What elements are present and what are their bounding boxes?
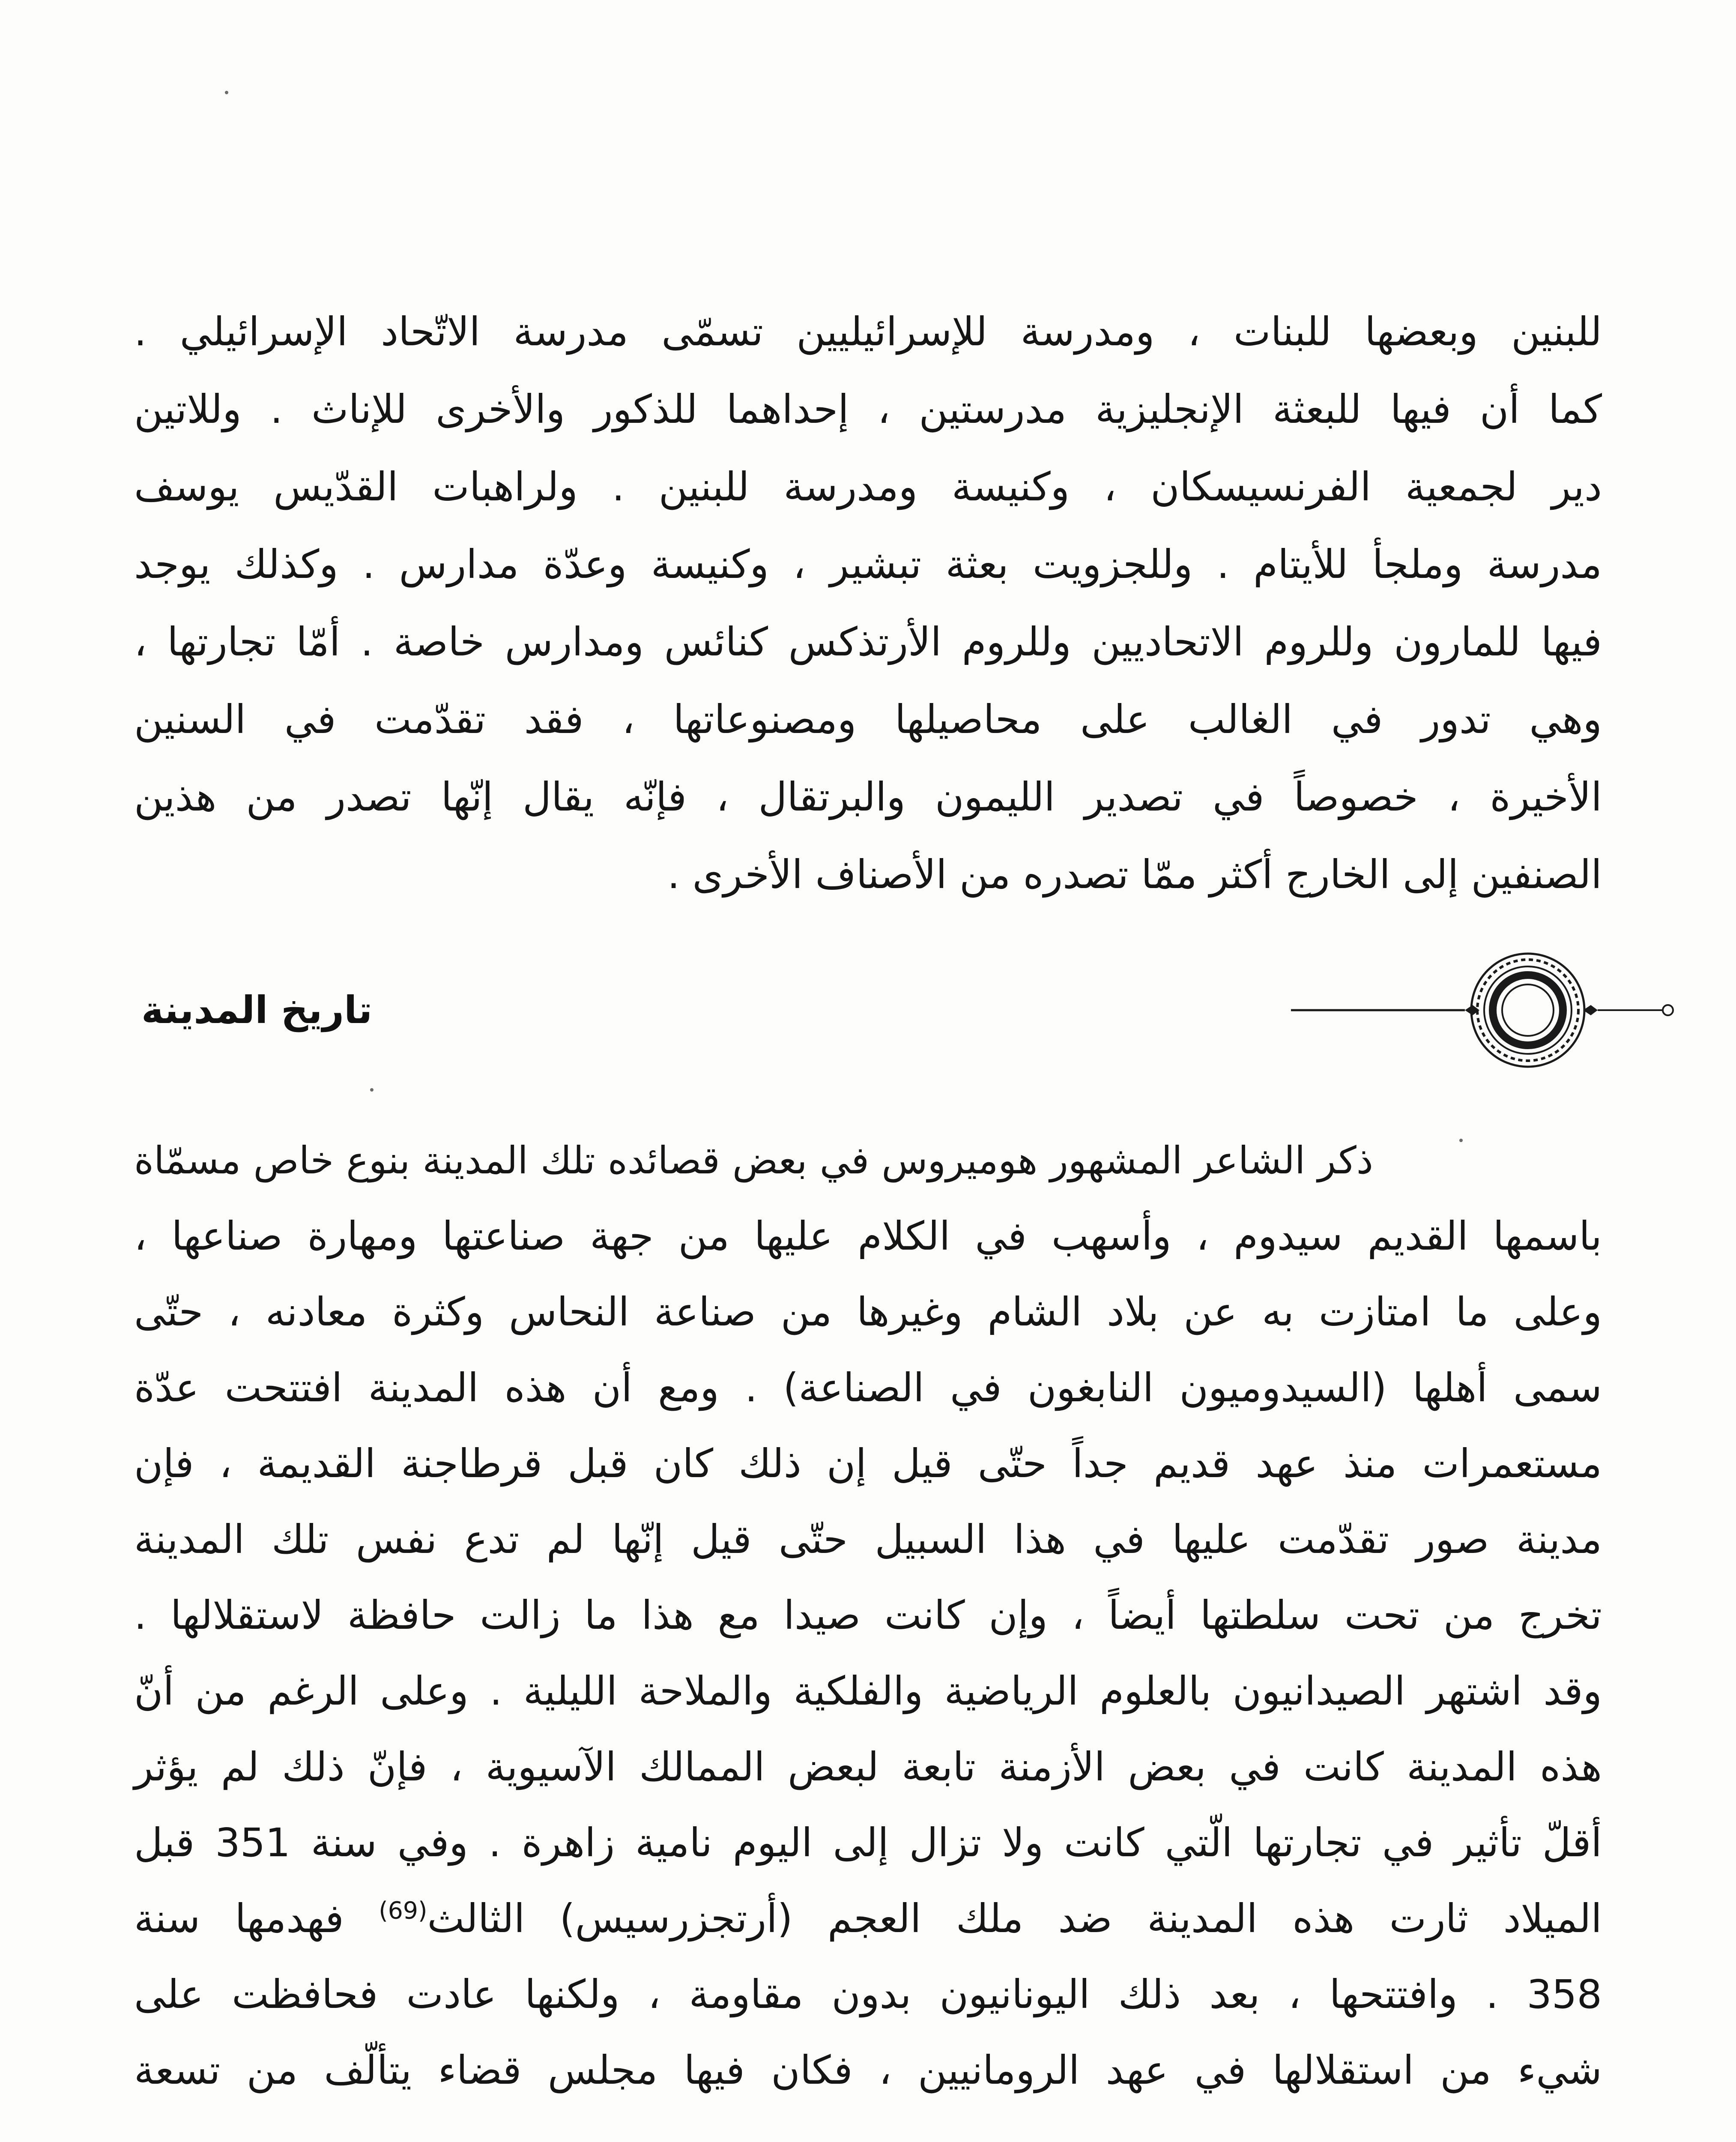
paragraph-line: الصنفين إلى الخارج أكثر ممّا تصدره من الأصناف الأخرى . [667,852,1602,897]
paragraph-line: للبنين وبعضها للبنات ، ومدرسة للإسرائيليين تسمّى مدرسة الاتّحاد الإسرائيلي . [134,309,1602,355]
paragraph-line: 358 . وافتتحها ، بعد ذلك اليونانيون بدون مقاومة ، ولكنها عادت فحافظت على [134,1971,1602,2017]
paragraph-line: وقد اشتهر الصيدانيون بالعلوم الرياضية والفلكية والملاحة الليلية . وعلى الرغم من أنّ [134,1668,1602,1714]
paragraph-line: مدينة صور تقدّمت عليها في هذا السبيل حتّى قيل إنّها لم تدع نفس تلك المدينة [134,1517,1602,1562]
ornament-tail-end [1663,1005,1673,1015]
paragraph-line: وهي تدور في الغالب على محاصيلها ومصنوعاتها ، فقد تقدّمت في السنين [134,697,1602,742]
paragraph-line: أقلّ تأثير في تجارتها الّتي كانت ولا تزال إلى اليوم نامية زاهرة . وفي سنة 351 قبل [134,1820,1602,1866]
paragraph-line: مستعمرات منذ عهد قديم جداً حتّى قيل إن ذلك كان قبل قرطاجنة القديمة ، فإن [134,1441,1602,1487]
paragraph-line: سمى أهلها (السيدوميون النابغون في الصناعة) . ومع أن هذه المدينة افتتحت عدّة [134,1365,1602,1411]
paragraph-schools-and-trade [134,293,1602,913]
paragraph-line: تخرج من تحت سلطتها أيضاً ، وإن كانت صيدا مع هذا ما زالت حافظة لاستقلالها . [134,1592,1602,1638]
paragraph-line: دير لجمعية الفرنسيسكان ، وكنيسة ومدرسة للبنين . ولراهبات القدّيس يوسف [134,464,1602,510]
paragraph-city-history [134,1122,1602,2108]
footnote-reference: (69) [379,1897,427,1925]
paragraph-line: وعلى ما امتازت به عن بلاد الشام وغيرها من صناعة النحاس وكثرة معادنه ، حتّى [134,1289,1602,1335]
ornament-medallion [1471,954,1584,1067]
paragraph-line: باسمها القديم سيدوم ، وأسهب في الكلام عليها من جهة صناعتها ومهارة صناعها ، [134,1213,1602,1259]
paragraph-line: الأخيرة ، خصوصاً في تصدير الليمون والبرتقال ، فإنّه يقال إنّها تصدر من هذين [134,774,1602,820]
paragraph-line: كما أن فيها للبعثة الإنجليزية مدرستين ، إحداهما للذكور والأخرى للإناث . وللاتين [134,386,1602,432]
paragraph-line: شيء من استقلالها في عهد الرومانيين ، فكان فيها مجلس قضاء يتألّف من تسعة [134,2047,1602,2093]
paragraph-line: هذه المدينة كانت في بعض الأزمنة تابعة لبعض الممالك الآسيوية ، فإنّ ذلك لم يؤثر [134,1744,1602,1790]
section-heading: تاريخ المدينة [141,988,373,1032]
paragraph-line [134,1881,1602,1957]
paragraph-line: ذكر الشاعر المشهور هوميروس في بعض قصائده تلك المدينة بنوع خاص مسمّاة [134,1138,1373,1182]
scan-speck [370,1088,373,1092]
scan-speck [225,91,228,94]
ornament-divider [1276,942,1688,1080]
line-text: الميلاد ثارت هذه المدينة ضد ملك العجم (أرتجزرسيس) الثالث [427,1896,1602,1942]
line-text: فهدمها سنة [134,1896,379,1942]
paragraph-line: مدرسة وملجأ للأيتام . وللجزويت بعثة تبشير ، وكنيسة وعدّة مدارس . وكذلك يوجد [134,541,1602,587]
paragraph-line: فيها للمارون وللروم الاتحاديين وللروم الأرتذكس كنائس ومدارس خاصة . أمّا تجارتها ، [134,619,1602,665]
